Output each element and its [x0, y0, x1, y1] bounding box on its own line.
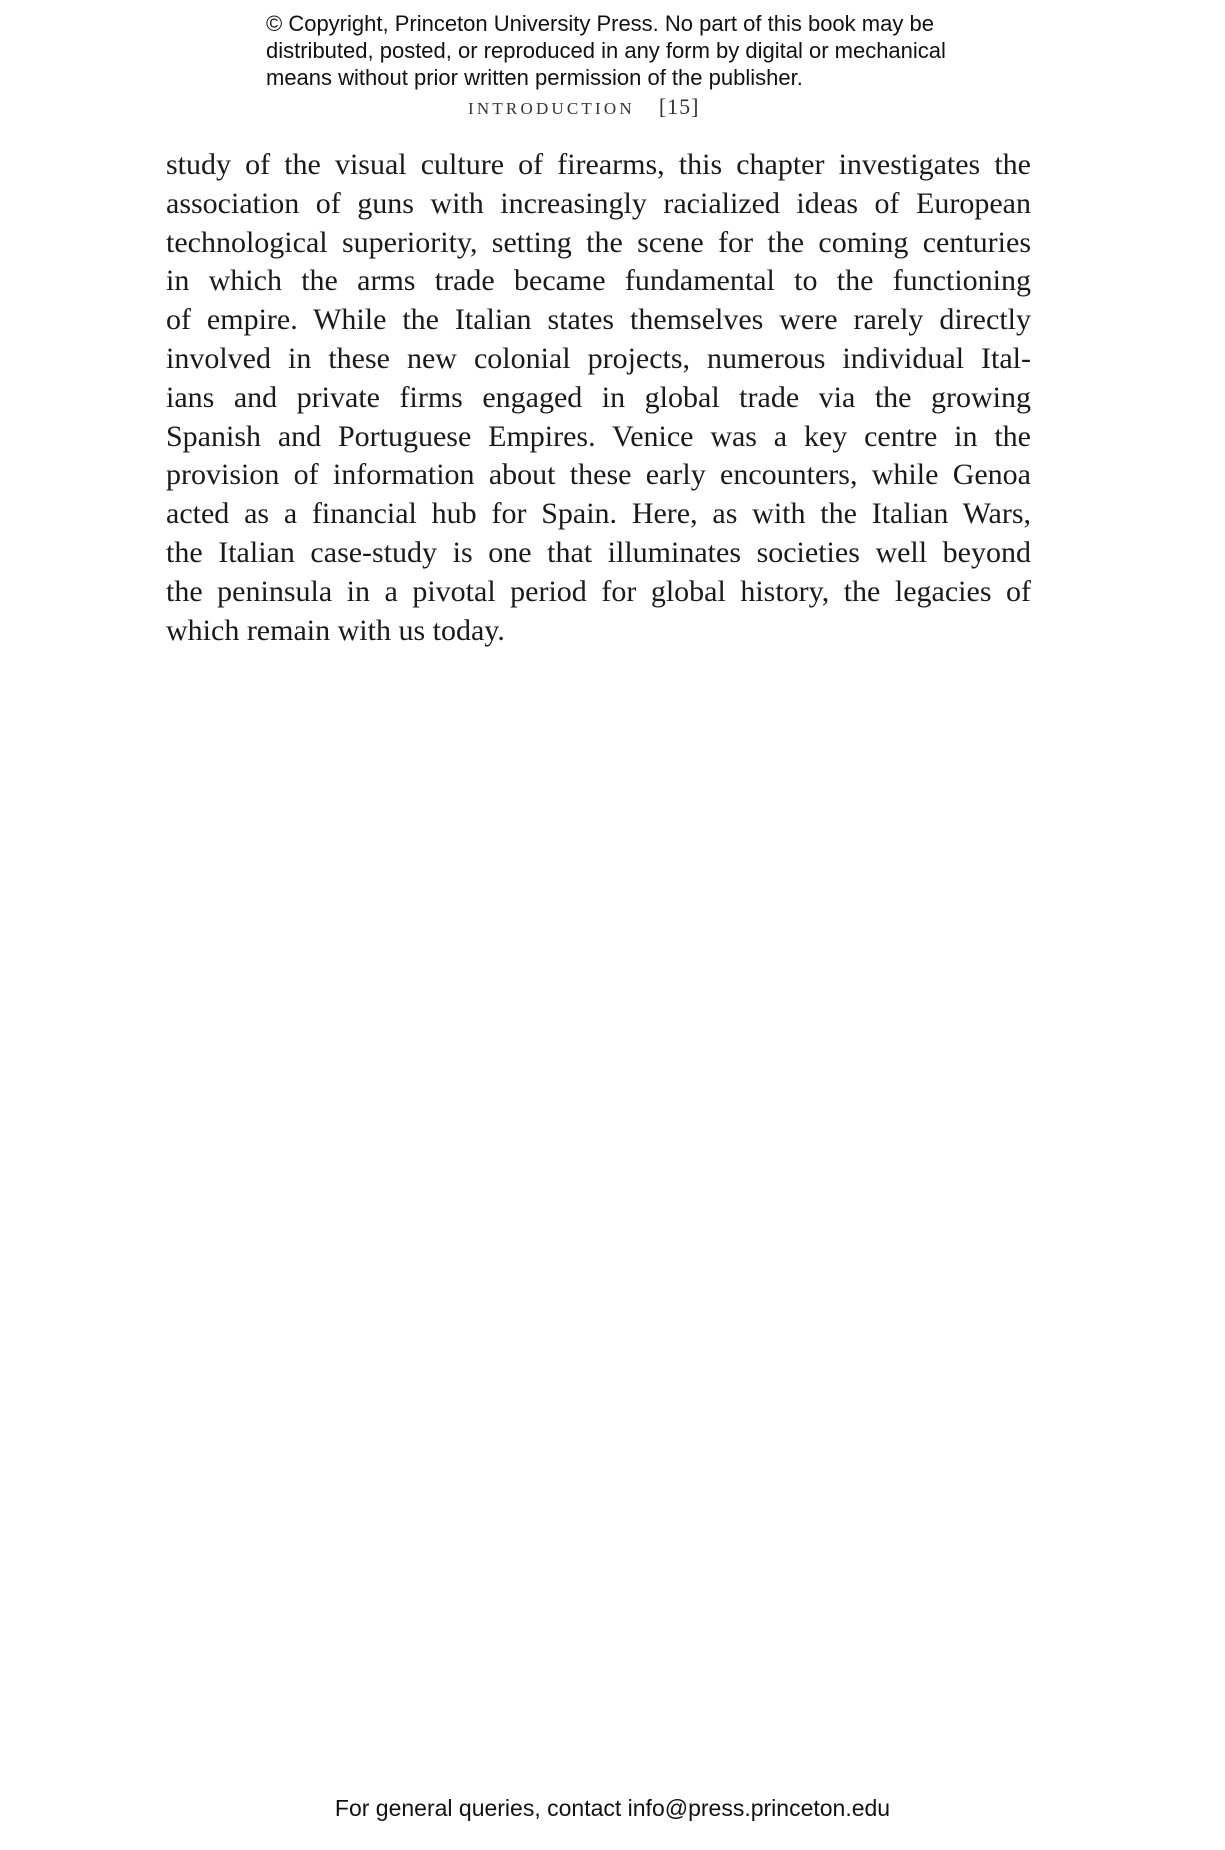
- body-line: provision of information about these early encounters, while Genoa: [166, 458, 1031, 492]
- body-line: involved in these new colonial projects, numerous individual Ital-: [166, 341, 1031, 375]
- body-line: which remain with us today.: [166, 613, 505, 647]
- body-line: in which the arms trade became fundamental to the functioning: [166, 264, 1031, 298]
- running-head: [468, 94, 700, 120]
- body-line: technological superiority, setting the scene for the coming centuries: [166, 225, 1031, 259]
- copyright-notice-line: means without prior written permission of the publisher.: [266, 65, 803, 90]
- running-head-section: INTRODUCTION: [468, 99, 635, 118]
- body-line: acted as a financial hub for Spain. Here, as with the Italian Wars,: [166, 497, 1031, 531]
- body-line: study of the visual culture of firearms, this chapter investigates the: [166, 148, 1031, 181]
- page-number: [15]: [658, 94, 700, 119]
- body-line: the Italian case-study is one that illuminates societies well beyond: [166, 535, 1031, 569]
- body-line: the peninsula in a pivotal period for global history, the legacies of: [166, 574, 1031, 608]
- body-line: Spanish and Portuguese Empires. Venice was a key centre in the: [166, 419, 1031, 453]
- body-line: of empire. While the Italian states themselves were rarely directly: [166, 303, 1031, 337]
- copyright-notice-line: distributed, posted, or reproduced in any form by digital or mechanical: [266, 38, 946, 63]
- copyright-notice: [266, 10, 986, 91]
- footer-contact: For general queries, contact info@press.princeton.edu: [334, 1795, 891, 1821]
- copyright-notice-line: © Copyright, Princeton University Press. No part of this book may be: [266, 11, 934, 36]
- body-line: association of guns with increasingly racialized ideas of European: [166, 186, 1031, 220]
- body-line: ians and private firms engaged in global trade via the growing: [166, 380, 1031, 414]
- body-paragraph: [166, 146, 1031, 650]
